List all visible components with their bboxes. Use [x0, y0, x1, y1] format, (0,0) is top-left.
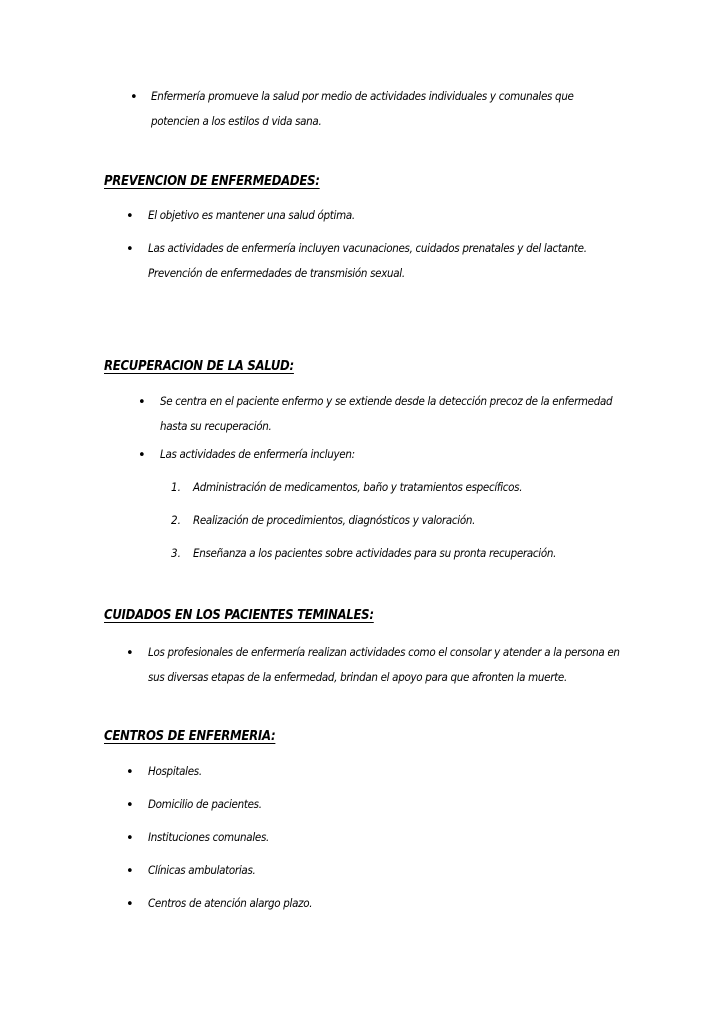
list-item: Domicilio de pacientes. [148, 797, 262, 811]
bullet-icon: • [126, 242, 134, 257]
bullet-icon: • [138, 448, 146, 463]
bullet-icon: • [126, 897, 134, 912]
list-item: Se centra en el paciente enfermo y se extiende desde la detección precoz de la enfermedad hasta su recuperación. [160, 394, 613, 433]
section-heading-centros: CENTROS DE ENFERMERIA: [104, 729, 276, 744]
bullet-icon: • [126, 798, 134, 813]
bullet-icon: • [126, 864, 134, 879]
list-item: Hospitales. [148, 764, 202, 778]
bullet-icon: • [126, 209, 134, 224]
numbered-item: Enseñanza a los pacientes sobre actividades para su pronta recuperación. [193, 546, 557, 560]
list-item: El objetivo es mantener una salud óptima. [148, 208, 355, 222]
bullet-icon: • [126, 646, 134, 661]
list-item: Instituciones comunales. [148, 830, 270, 844]
list-number: 1. [171, 480, 181, 494]
numbered-item: Administración de medicamentos, baño y tratamientos específicos. [193, 480, 523, 494]
section-heading-prevencion: PREVENCION DE ENFERMEDADES: [104, 174, 320, 189]
list-item: Los profesionales de enfermería realizan actividades como el consolar y atender a la persona en sus diversas etapas de la enfermedad, brindan el apoyo para que afronten la muerte. [148, 645, 620, 684]
list-item: Las actividades de enfermería incluyen vacunaciones, cuidados prenatales y del lactante. Prevención de enfermedades de transmisión sexual. [148, 241, 587, 280]
list-item: Centros de atención alargo plazo. [148, 896, 313, 910]
bullet-icon: • [138, 395, 146, 410]
numbered-item: Realización de procedimientos, diagnósticos y valoración. [193, 513, 476, 527]
bullet-icon: • [130, 90, 138, 105]
list-number: 2. [171, 513, 181, 527]
list-number: 3. [171, 546, 181, 560]
list-item: Clínicas ambulatorias. [148, 863, 256, 877]
section-heading-terminales: CUIDADOS EN LOS PACIENTES TEMINALES: [104, 608, 374, 623]
bullet-icon: • [126, 765, 134, 780]
intro-text: Enfermería promueve la salud por medio de actividades individuales y comunales que potencien a los estilos d vida sana. [151, 89, 574, 128]
section-heading-recuperacion: RECUPERACION DE LA SALUD: [104, 359, 294, 374]
list-item: Las actividades de enfermería incluyen: [160, 447, 355, 461]
bullet-icon: • [126, 831, 134, 846]
